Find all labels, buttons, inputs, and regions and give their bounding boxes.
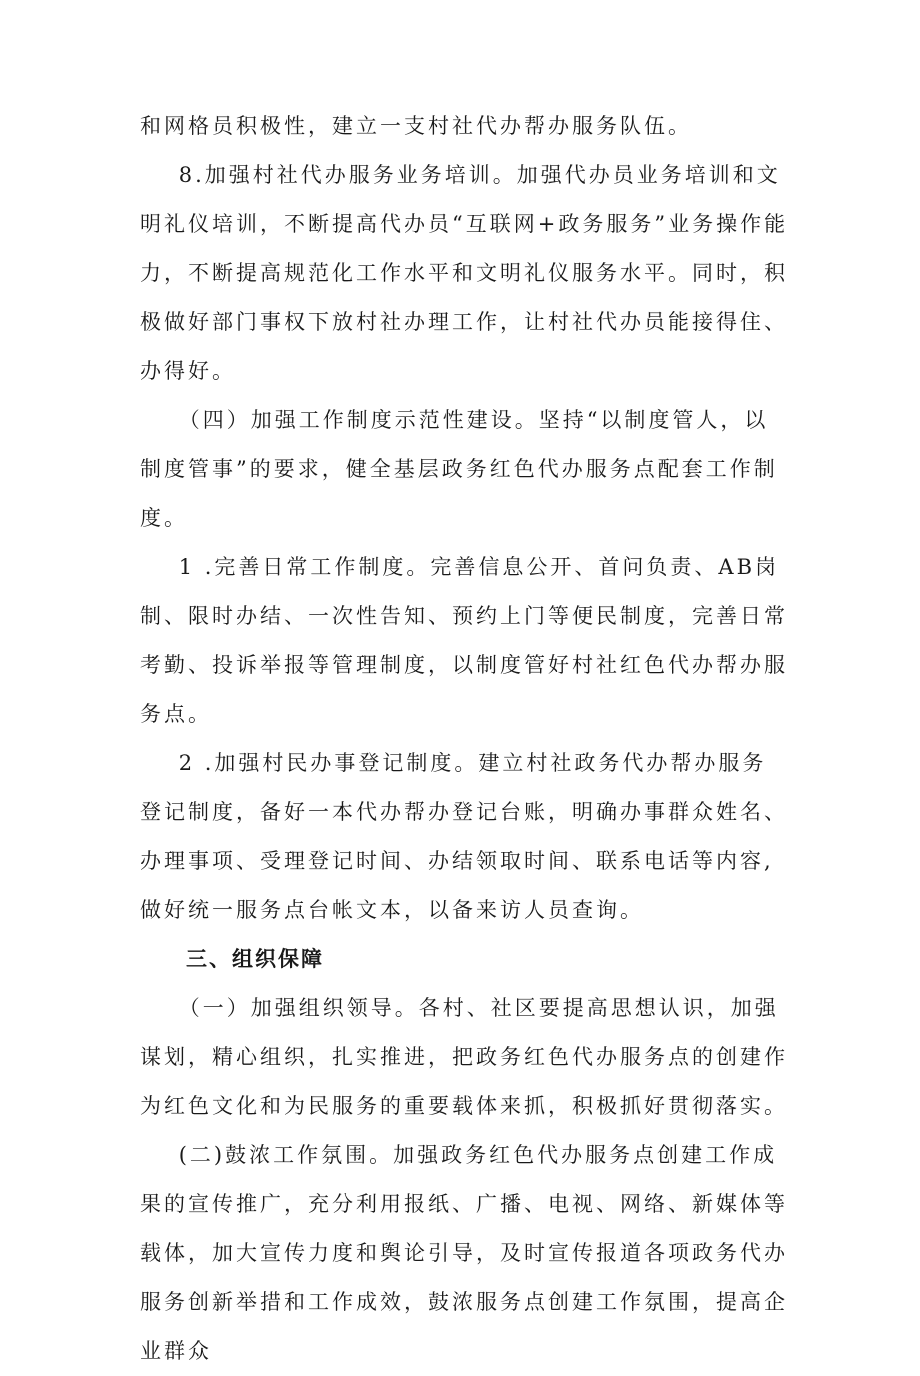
paragraph-item-8: 8.加强村社代办服务业务培训。加强代办员业务培训和文明礼仪培训，不断提高代办员“互联网+政务服务”业务操作能力，不断提高规范化工作水平和文明礼仪服务水平。同时，积极做好部门事权下放村社办理工作，让村社代办员能接得住、办得好。 (140, 163, 789, 383)
paragraph-item-2: 2 .加强村民办事登记制度。建立村社政务代办帮办服务登记制度，备好一本代办帮办登记台账，明确办事群众姓名、办理事项、受理登记时间、办结领取时间、联系电话等内容,做好统一服务点台帐文本，以备来访人员查询。 (140, 751, 788, 922)
section-heading: 三、组织保障 (186, 947, 324, 971)
paragraph-continuation: 和网格员积极性，建立一支村社代办帮办服务队伍。 (140, 114, 692, 138)
paragraph-section-1: （一）加强组织领导。各村、社区要提高思想认识，加强谋划，精心组织，扎实推进，把政务红色代办服务点的创建作为红色文化和为民服务的重要载体来抓，积极抓好贯彻落实。 (140, 996, 788, 1118)
paragraph-section-2: (二)鼓浓工作氛围。加强政务红色代办服务点创建工作成果的宣传推广，充分利用报纸、广播、电视、网络、新媒体等载体，加大宣传力度和舆论引导，及时宣传报道各项政务代办服务创新举措和工作成效，鼓浓服务点创建工作氛围，提高企业群众 (140, 1143, 788, 1363)
paragraph-item-1: 1 .完善日常工作制度。完善信息公开、首问负责、AB岗制、限时办结、一次性告知、预约上门等便民制度，完善日常考勤、投诉举报等管理制度，以制度管好村社红色代办帮办服务点。 (140, 555, 788, 726)
document-body (140, 102, 790, 1376)
paragraph-section-4: （四）加强工作制度示范性建设。坚持“以制度管人，以制度管事”的要求，健全基层政务红色代办服务点配套工作制度。 (140, 408, 778, 530)
